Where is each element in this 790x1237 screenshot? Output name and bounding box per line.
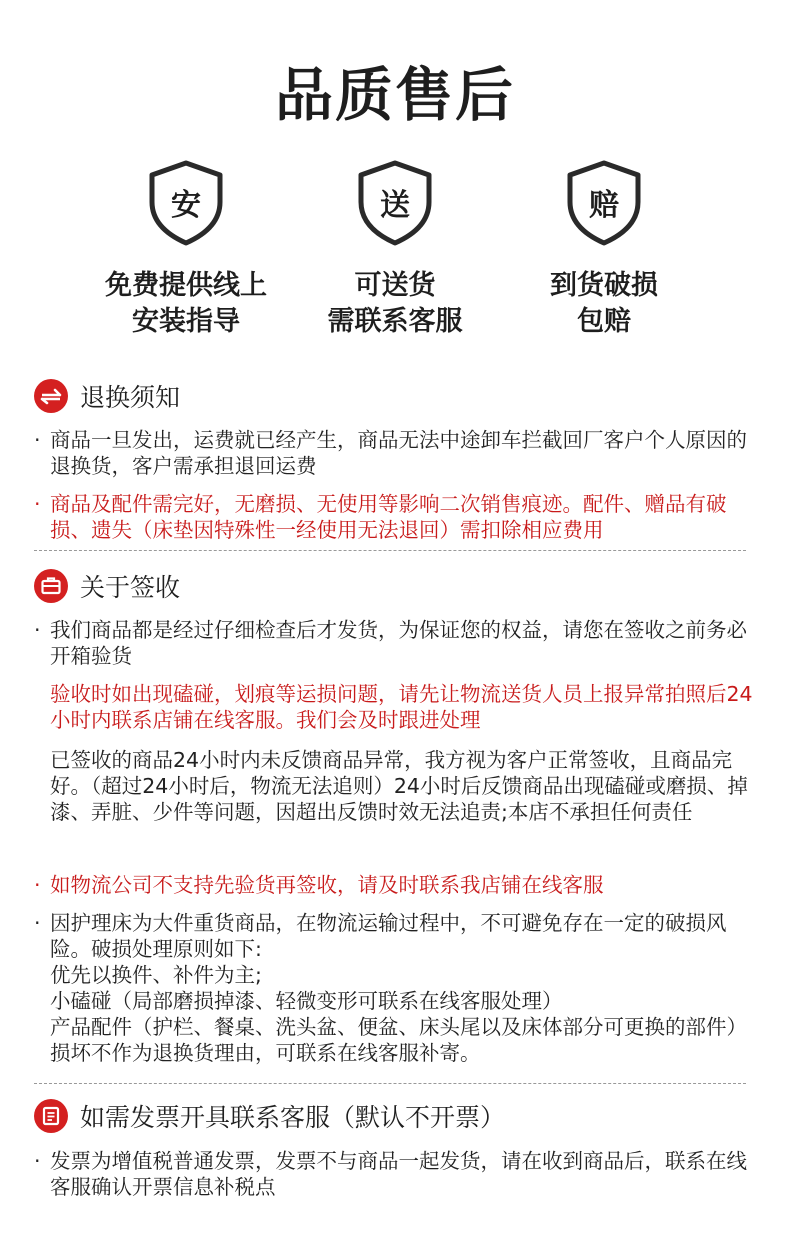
- item-text: 我们商品都是经过仔细检查后才发货，为保证您的权益，请您在签收之前务必开箱验货: [50, 618, 747, 668]
- item-text: 验收时如出现磕碰，划痕等运损问题，请先让物流送货人员上报异常拍照后24小时内联系店铺在线客服。我们会及时跟进处理: [50, 682, 753, 732]
- item-text: 优先以换件、补件为主;: [50, 963, 262, 987]
- item-text: 因护理床为大件重货商品，在物流运输过程中，不可避免存在一定的破损风险。破损处理原则如下:: [50, 911, 727, 961]
- bullet: ·: [34, 428, 41, 452]
- section-title: 关于签收: [80, 573, 181, 602]
- shield-icon: [565, 160, 643, 246]
- divider: [34, 1083, 746, 1084]
- section-invoice-heading: [34, 1096, 505, 1136]
- item-warning: [34, 681, 764, 733]
- list-item: [34, 617, 764, 669]
- shield-icon: [356, 160, 434, 246]
- service-badges: [0, 160, 790, 340]
- item-note: [34, 747, 764, 825]
- list-item-warning: [34, 491, 764, 543]
- item-text: 商品及配件需完好，无磨损、无使用等影响二次销售痕迹。配件、赠品有破损、遗失（床垫因特殊性一经使用无法退回）需扣除相应费用: [50, 492, 727, 542]
- section-title: 如需发票开具联系客服（默认不开票）: [80, 1103, 506, 1132]
- item-text: 产品配件（护栏、餐桌、洗头盆、便盆、床头尾以及床体部分可更换的部件）损坏不作为退换货理由，可联系在线客服补寄。: [50, 1015, 747, 1065]
- list-item: [34, 1148, 764, 1200]
- item-text: 如物流公司不支持先验货再签收，请及时联系我店铺在线客服: [50, 873, 604, 897]
- badge-line2: 安装指导: [132, 306, 240, 337]
- list-item-warning: [34, 872, 764, 898]
- section-title: 退换须知: [80, 383, 181, 412]
- badge-install: [66, 160, 306, 340]
- badge-line1: 可送货: [354, 270, 436, 301]
- badge-delivery: [275, 160, 515, 340]
- badge-char: 安: [171, 188, 201, 223]
- list-item: [34, 427, 764, 479]
- page-title: 品质售后: [274, 61, 515, 129]
- section-returns-heading: [34, 376, 180, 416]
- item-text: 商品一旦发出，运费就已经产生，商品无法中途卸车拦截回厂客户个人原因的退换货，客户需承担退回运费: [50, 428, 747, 478]
- bullet: ·: [34, 1149, 41, 1173]
- badge-line1: 免费提供线上: [105, 270, 267, 301]
- badge-line2: 需联系客服: [327, 306, 463, 337]
- briefcase-icon: [34, 569, 68, 603]
- section-signing-heading: [34, 566, 180, 606]
- receipt-icon: [34, 1099, 68, 1133]
- return-icon: [34, 379, 68, 413]
- badge-damage: [484, 160, 724, 340]
- bullet: ·: [34, 492, 41, 516]
- shield-icon: [147, 160, 225, 246]
- badge-char: 送: [380, 188, 410, 223]
- badge-line2: 包赔: [577, 306, 631, 337]
- item-text: 小磕碰（局部磨损掉漆、轻微变形可联系在线客服处理）: [50, 989, 563, 1013]
- list-item: [34, 910, 764, 1066]
- item-text: 已签收的商品24小时内未反馈商品异常，我方视为客户正常签收，且商品完好。（超过24小时后，物流无法追则）24小时后反馈商品出现磕碰或磨损、掉漆、弄脏、少件等问题，因超出反馈时效无法追责;本店不承担任何责任: [50, 748, 748, 824]
- divider: [34, 550, 746, 551]
- bullet: ·: [34, 873, 41, 897]
- item-text: 发票为增值税普通发票，发票不与商品一起发货，请在收到商品后，联系在线客服确认开票信息补税点: [50, 1149, 747, 1199]
- badge-line1: 到货破损: [550, 270, 658, 301]
- bullet: ·: [34, 911, 41, 935]
- badge-char: 赔: [589, 188, 619, 223]
- bullet: ·: [34, 618, 41, 642]
